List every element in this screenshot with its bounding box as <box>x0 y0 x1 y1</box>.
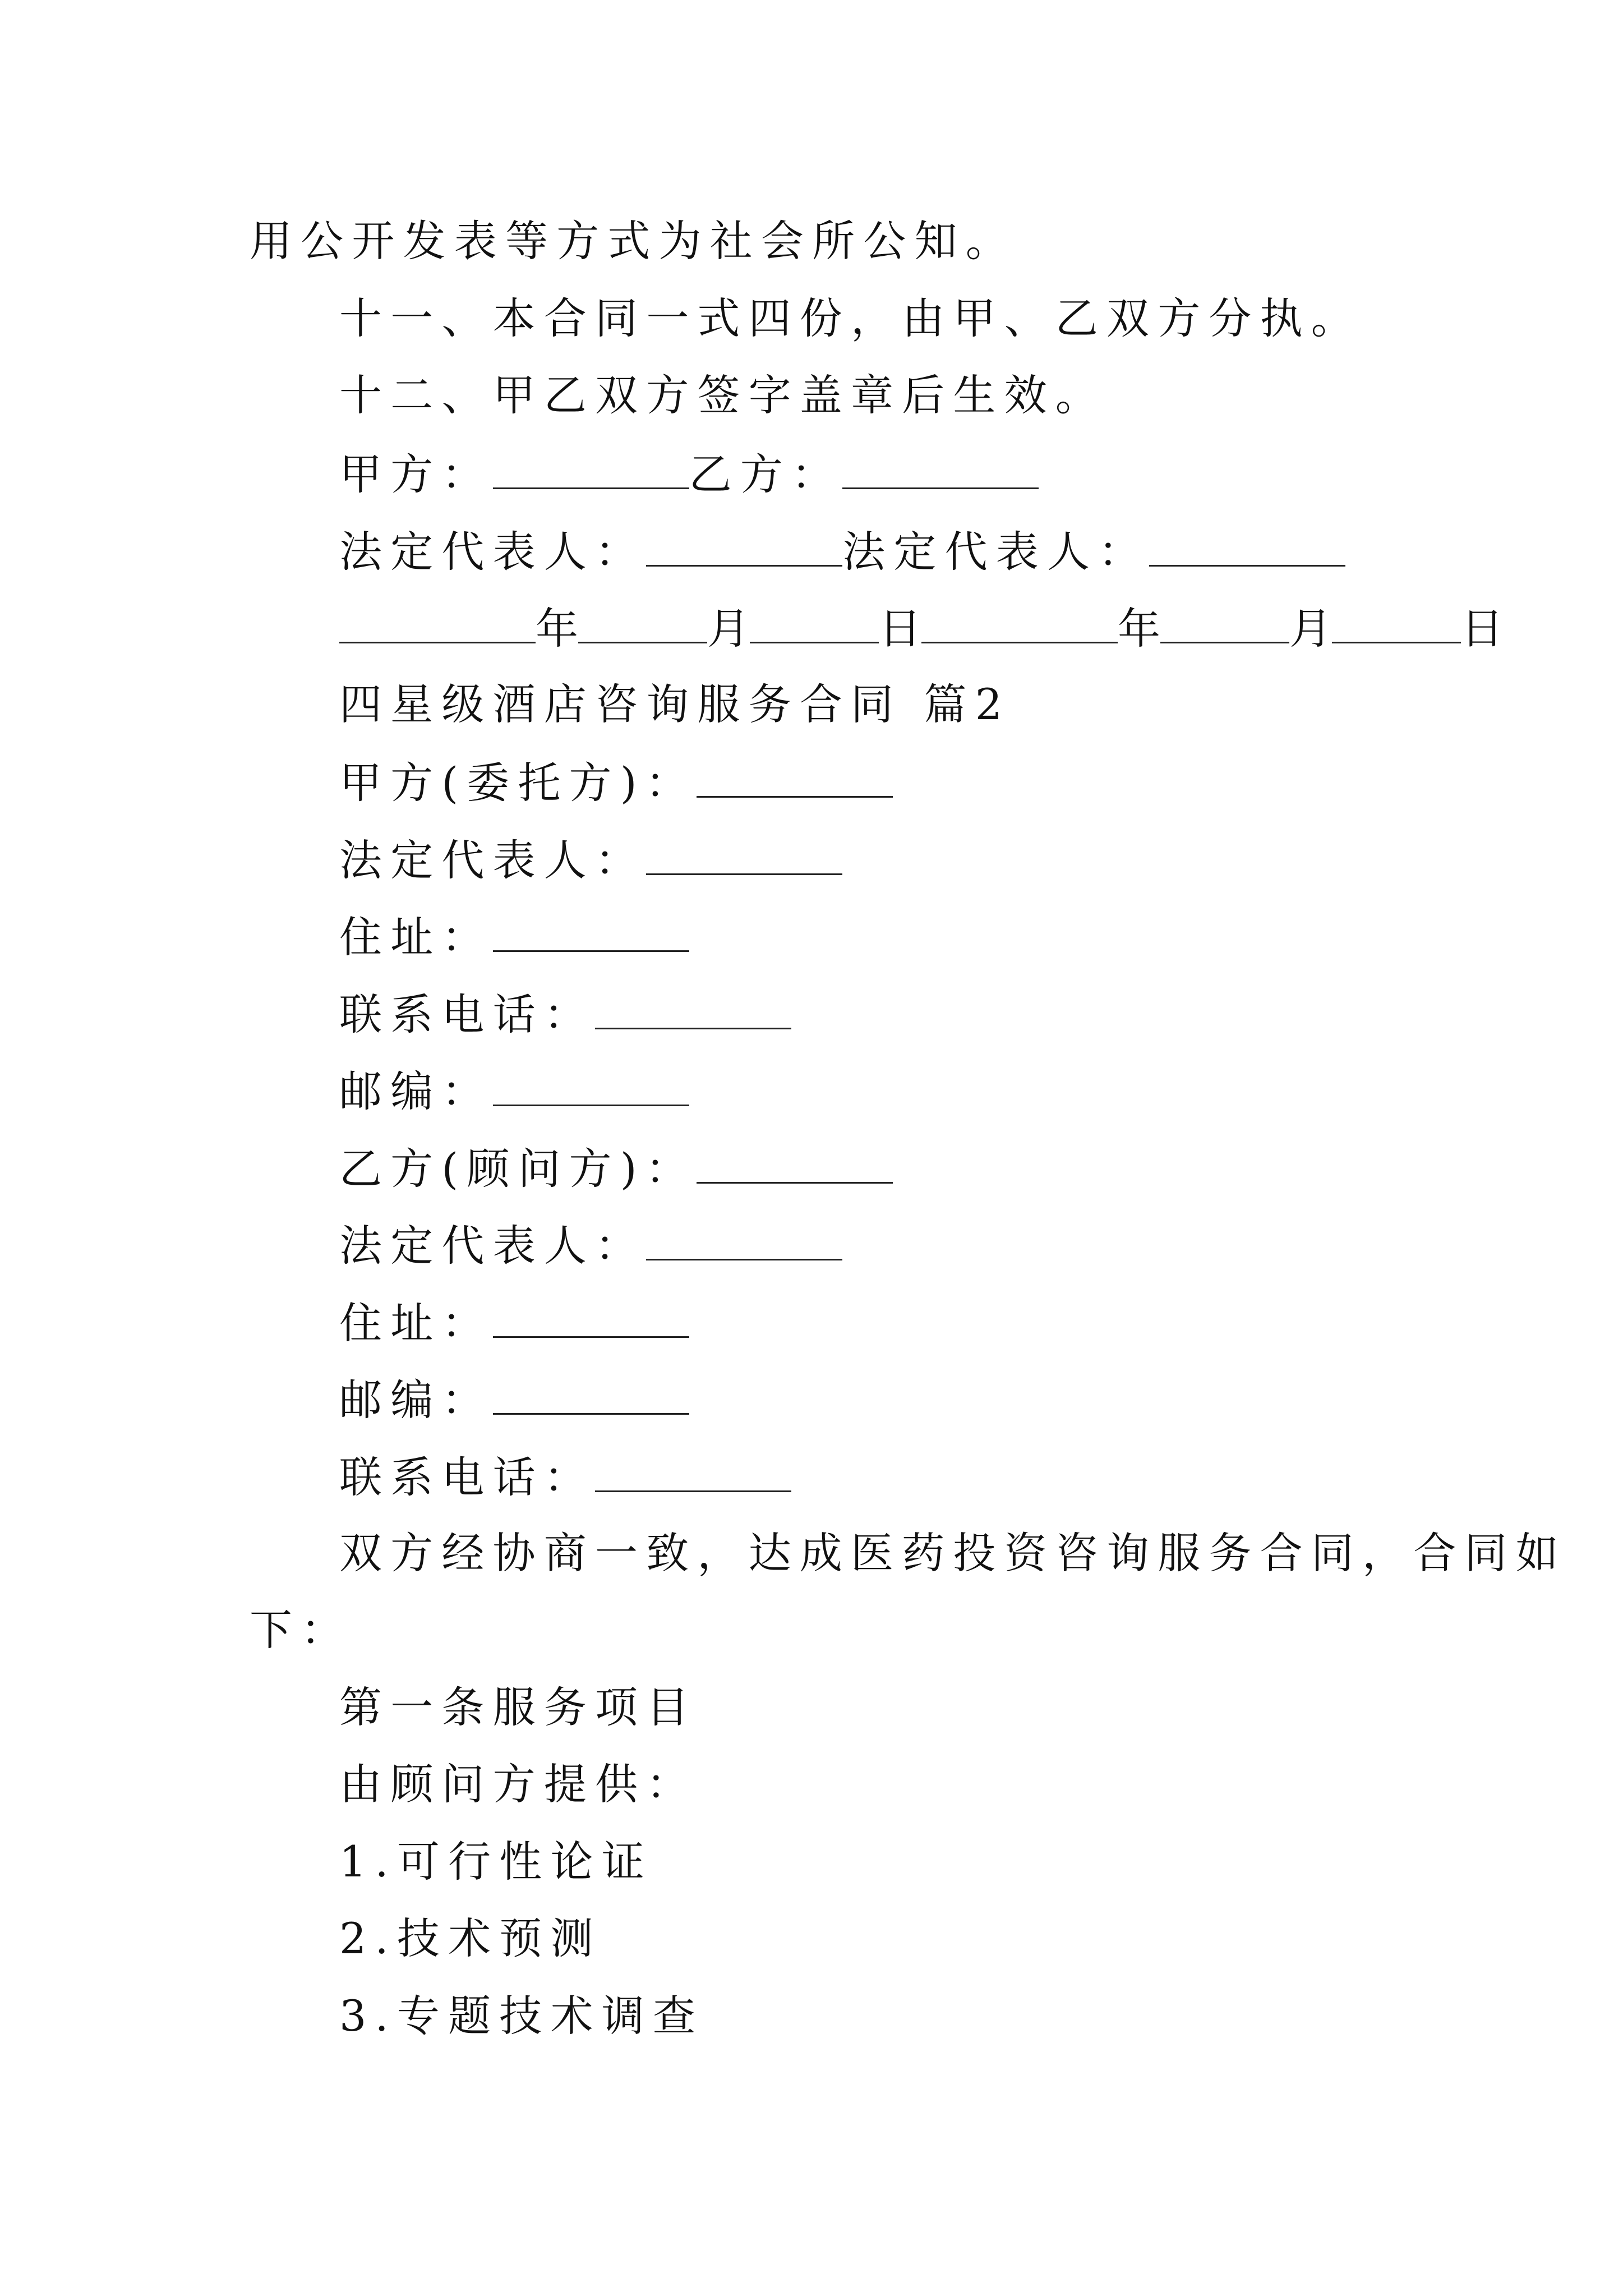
rep-b-blank[interactable] <box>1149 529 1345 567</box>
year-a-label: 年 <box>536 604 578 654</box>
month-a-label: 月 <box>707 604 750 654</box>
day-a-blank[interactable] <box>750 606 879 643</box>
year-a-blank[interactable] <box>339 606 536 643</box>
consultant-postcode-blank[interactable] <box>493 1377 689 1415</box>
consultant-postcode-label: 邮编： <box>339 1375 493 1425</box>
client-line <box>339 758 893 808</box>
consultant-phone-blank[interactable] <box>595 1455 791 1492</box>
consultant-label: 乙方(顾问方)： <box>339 1144 697 1194</box>
client-label: 甲方(委托方)： <box>339 758 697 808</box>
provided-by-line: 由顾问方提供： <box>339 1759 698 1809</box>
signature-rep-line <box>339 527 1345 577</box>
client-blank[interactable] <box>697 760 893 798</box>
signature-date-line <box>339 604 1504 654</box>
client-rep-label: 法定代表人： <box>339 835 647 885</box>
consultant-address-blank[interactable] <box>493 1300 689 1338</box>
consultant-blank[interactable] <box>697 1146 893 1184</box>
client-address-blank[interactable] <box>493 914 689 952</box>
consultant-address-label: 住址： <box>339 1298 493 1348</box>
consultant-phone-line <box>339 1452 791 1502</box>
party-b-blank[interactable] <box>842 452 1039 489</box>
client-phone-label: 联系电话： <box>339 990 595 1039</box>
client-postcode-line <box>339 1066 689 1116</box>
client-address-line <box>339 912 689 962</box>
month-a-blank[interactable] <box>578 606 707 643</box>
contract-title: 四星级酒店咨询服务合同 篇2 <box>339 679 1011 729</box>
client-rep-line <box>339 835 842 885</box>
party-a-label: 甲方： <box>339 449 493 499</box>
day-b-blank[interactable] <box>1332 606 1461 643</box>
party-b-label: 乙方： <box>689 449 843 499</box>
client-postcode-label: 邮编： <box>339 1066 493 1116</box>
article-1-title: 第一条服务项目 <box>339 1682 698 1732</box>
consultant-phone-label: 联系电话： <box>339 1452 595 1502</box>
clause-12: 十二、甲乙双方签字盖章后生效。 <box>339 370 1106 420</box>
rep-a-blank[interactable] <box>646 529 842 567</box>
month-b-blank[interactable] <box>1160 606 1289 643</box>
year-b-blank[interactable] <box>921 606 1118 643</box>
year-b-label: 年 <box>1118 604 1160 654</box>
list-item: 1.可行性论证 <box>339 1837 653 1887</box>
client-rep-blank[interactable] <box>646 838 842 875</box>
consultant-rep-line <box>339 1221 842 1271</box>
consultant-postcode-line <box>339 1375 689 1425</box>
paragraph-line: 用公开发表等方式为社会所公知。 <box>250 216 1017 266</box>
consultant-rep-label: 法定代表人： <box>339 1221 647 1271</box>
consultant-line <box>339 1144 893 1194</box>
client-postcode-blank[interactable] <box>493 1069 689 1106</box>
list-item: 2.技术预测 <box>339 1913 602 1963</box>
rep-a-label: 法定代表人： <box>339 527 647 577</box>
consultant-address-line <box>339 1298 689 1348</box>
client-phone-blank[interactable] <box>595 992 791 1029</box>
client-phone-line <box>339 990 791 1039</box>
signature-parties-line <box>339 449 1039 499</box>
agreement-paragraph: 双方经协商一致，达成医药投资咨询服务合同，合同如 <box>339 1528 1567 1578</box>
day-b-label: 日 <box>1461 604 1504 654</box>
clause-11: 十一、本合同一式四份，由甲、乙双方分执。 <box>339 293 1362 343</box>
party-a-blank[interactable] <box>493 452 689 489</box>
day-a-label: 日 <box>879 604 921 654</box>
list-item: 3.专题技术调查 <box>339 1991 704 2041</box>
client-address-label: 住址： <box>339 912 493 962</box>
agreement-paragraph-cont: 下： <box>250 1605 352 1655</box>
rep-b-label: 法定代表人： <box>842 527 1150 577</box>
consultant-rep-blank[interactable] <box>646 1223 842 1260</box>
month-b-label: 月 <box>1289 604 1332 654</box>
